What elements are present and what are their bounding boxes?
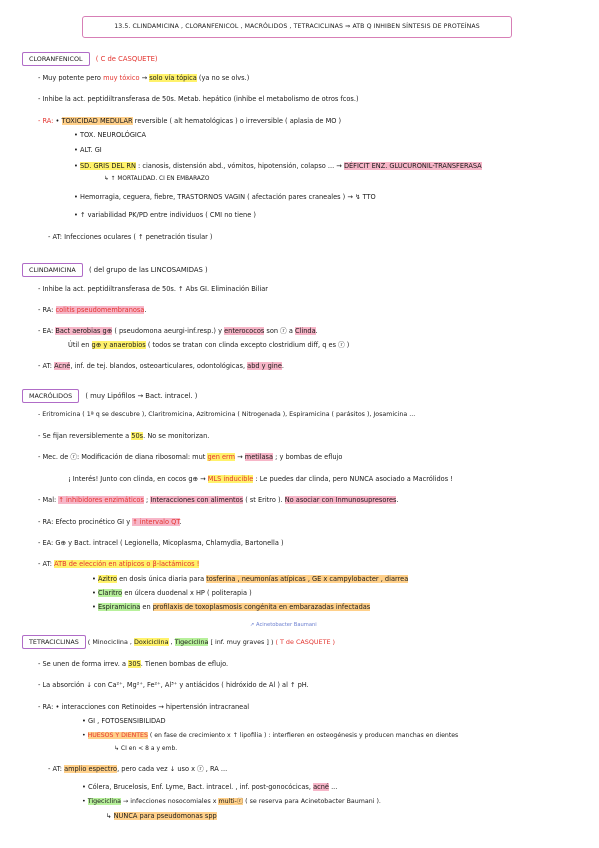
highlight: Acné — [54, 362, 71, 370]
text: . Tienen bombas de eflujo. — [140, 660, 229, 668]
text: , — [168, 638, 175, 646]
text: son ⓡ a — [264, 327, 295, 335]
highlight: acné — [313, 783, 329, 791]
highlight: Tigeciclina — [174, 638, 209, 646]
highlight: tosferina , neumonías atípicas , GE x campylobacter , diarrea — [206, 575, 409, 583]
text: ; — [143, 496, 151, 504]
text: ¡ Interés! Junto con clinda, en cocos g⊕ → — [68, 475, 208, 483]
highlight: solo vía tópica — [149, 74, 197, 82]
highlight: abd y gine — [247, 362, 282, 370]
text: ( se reserva para Acinetobacter Baumani ). — [243, 798, 381, 805]
text: - Se fijan reversiblemente a — [38, 432, 132, 440]
note-line: - Eritromicina ( 1ª q se descubre ), Claritromicina, Azitromicina ( Nitrogenada ), Espiramicina ( parásitos ), Josamicina ... — [38, 411, 416, 418]
section-heading: MACRÓLIDOS — [22, 389, 79, 403]
highlight: colitis pseudomembranosa — [55, 306, 145, 314]
text: • — [92, 589, 98, 597]
section-subtitle: ( muy Lipófilos → Bact. intracel. ) — [85, 392, 198, 400]
note-line — [38, 116, 341, 126]
highlight: Espiramicina — [98, 603, 141, 611]
section-subtitle: ( del grupo de las LINCOSAMIDAS ) — [88, 266, 208, 274]
text: - Se unen de forma irrev. a — [38, 660, 129, 668]
highlight: metilasa — [244, 453, 274, 461]
note-line — [38, 495, 399, 505]
highlight: ATB de elección en atípicos o β-lactámicos ! — [54, 560, 200, 568]
text: en dosis única diaria para — [117, 575, 207, 583]
text: ( st Eritro ). — [243, 496, 285, 504]
note-line — [38, 517, 182, 527]
section-heading-row — [22, 635, 335, 649]
highlight: TOXICIDAD MEDULAR — [61, 117, 133, 125]
highlight: Tigeciclina — [87, 798, 122, 805]
text: ... — [328, 783, 338, 791]
text: • — [92, 603, 98, 611]
label: - RA: — [38, 117, 54, 125]
highlight: Clinda — [294, 327, 316, 335]
section-heading-row — [22, 389, 197, 403]
note-line — [92, 602, 370, 612]
highlight: No asociar con Inmunosupresores — [284, 496, 397, 504]
text: - Mec. de ⓡ: Modificación de diana ribosomal: mut — [38, 453, 208, 461]
text: (ya no se olvs.) — [196, 74, 250, 82]
note-line — [82, 731, 458, 741]
text: - EA: — [38, 327, 56, 335]
note-line: - RA: • interacciones con Retinoides → hipertensión intracraneal — [38, 703, 250, 711]
text: - AT: — [38, 362, 55, 370]
note-line — [38, 659, 228, 669]
note-line: ↳ ↑ MORTALIDAD. CI EN EMBARAZO — [104, 176, 210, 182]
highlight: gen erm — [207, 453, 236, 461]
note-line: • ↑ variabilidad PK/PD entre individuos ( CMI no tiene ) — [74, 211, 256, 219]
text: , inf. de tej. blandos, osteoarticulares, odontológicas, — [70, 362, 248, 370]
text: en úlcera duodenal x HP ( politerapia ) — [122, 589, 252, 597]
note-line — [92, 588, 252, 598]
highlight: Bact aerobias g⊕ — [55, 327, 113, 335]
section-heading: CLORANFENICOL — [22, 52, 90, 66]
text: • — [82, 732, 88, 739]
text: • — [74, 162, 80, 170]
note-line — [68, 340, 349, 350]
note-line — [92, 574, 408, 584]
text: . — [179, 518, 182, 526]
text: → infecciones nosocomiales x — [121, 798, 219, 805]
note-line — [48, 764, 227, 774]
text: → — [139, 74, 150, 82]
text: : Le puedes dar clinda, pero NUNCA asociado a Macrólidos ! — [253, 475, 453, 483]
note-line: - EA: G⊕ y Bact. intracel ( Legionella, Micoplasma, Chlamydia, Bartonella ) — [38, 539, 284, 547]
note-line — [38, 305, 147, 315]
note-line: • GI , FOTOSENSIBILIDAD — [82, 717, 166, 725]
text: ↳ — [106, 812, 114, 820]
note-line — [38, 559, 199, 569]
highlight: NUNCA para pseudomonas spp — [113, 812, 217, 820]
note-line — [68, 474, 453, 484]
note-line: - La absorción ↓ con Ca²⁺, Mg²⁺, Fe²⁺, Al³⁺ y antiácidos ( hidróxido de Al ) al ↑ pH. — [38, 681, 309, 689]
highlight: 50s — [131, 432, 144, 440]
text: - Mal: — [38, 496, 59, 504]
note-line — [82, 797, 381, 807]
text: - AT: — [38, 560, 55, 568]
text: ( todos se tratan con clinda excepto clostridium diff, q es ⓡ ) — [145, 341, 350, 349]
highlight: Doxiciclina — [134, 638, 169, 646]
text: • Cólera, Brucelosis, Enf. Lyme, Bact. intracel. , inf. post-gonocócicas, — [82, 783, 314, 791]
highlight: multi-ⓡ — [218, 798, 244, 805]
text: ( pseudomona aeurgi-inf.resp.) y — [112, 327, 225, 335]
note-line: • Hemorragia, ceguera, fiebre, TRASTORNOS VAGIN ( afectación pares craneales ) → ↯ TTO — [74, 193, 376, 201]
highlight: ↑ inhibidores enzimáticos — [58, 496, 144, 504]
note-line — [106, 811, 217, 821]
highlight: Interacciones con alimentos — [150, 496, 244, 504]
annotation-note: ↗ Acinetobacter Baumani — [250, 622, 317, 628]
note-line — [38, 452, 342, 462]
section-subtitle: ( T de CASQUETE ) — [275, 638, 336, 646]
text: - RA: Efecto procinético GI y — [38, 518, 133, 526]
highlight: 30S — [128, 660, 141, 668]
note-line: ↳ CI en < 8 a y emb. — [114, 745, 178, 752]
section-heading-row — [22, 263, 208, 277]
note-line — [38, 73, 249, 83]
section-heading-row — [22, 52, 158, 66]
text: , pero cada vez ↓ uso x ⓡ , RA ... — [117, 765, 228, 773]
highlight: HUESOS Y DIENTES — [87, 732, 148, 739]
text: en — [140, 603, 153, 611]
text: ; y bombas de eflujo — [273, 453, 343, 461]
section-subtitle: ( C de CASQUETE) — [95, 55, 158, 63]
highlight: SD. GRIS DEL RN — [80, 162, 136, 170]
note-line — [38, 431, 209, 441]
text: . — [315, 327, 318, 335]
text: [ inf. muy graves ] ) — [208, 638, 276, 646]
text: - Muy potente pero — [38, 74, 104, 82]
note-line: - Inhibe la act. peptidiltransferasa de 50s. ↑ Abs GI. Eliminación Biliar — [38, 285, 268, 293]
text: - AT: — [48, 765, 65, 773]
note-line — [74, 161, 482, 171]
note-line — [82, 782, 337, 792]
note-line: - AT: Infecciones oculares ( ↑ penetración tisular ) — [48, 233, 213, 241]
text: . — [281, 362, 285, 370]
highlight: profilaxis de toxoplasmosis congénita en embarazadas infectadas — [152, 603, 371, 611]
text: → — [235, 453, 245, 461]
text: • — [55, 117, 62, 125]
text: Útil en — [68, 341, 92, 349]
text: . — [144, 306, 147, 314]
highlight: Claritro — [98, 589, 123, 597]
text: muy tóxico — [103, 74, 140, 82]
text: . — [396, 496, 399, 504]
highlight: g⊕ y anaerobios — [91, 341, 146, 349]
note-line — [38, 361, 284, 371]
highlight: Azitro — [98, 575, 117, 583]
text: . No se monitorizan. — [143, 432, 210, 440]
note-line — [38, 326, 318, 336]
text: • — [82, 798, 88, 805]
text: ( Minociclina , — [87, 638, 134, 646]
section-heading: CLINDAMICINA — [22, 263, 83, 277]
highlight: amplio espectro — [64, 765, 118, 773]
highlight: MLS inducible — [207, 475, 254, 483]
text: • — [92, 575, 98, 583]
note-line: • TOX. NEUROLÓGICA — [74, 131, 146, 139]
section-heading: TETRACICLINAS — [22, 635, 86, 649]
text: : cianosis, distensión abd., vómitos, hipotensión, colapso ... → — [135, 162, 344, 170]
note-line: - Inhibe la act. peptidiltransferasa de 50s. Metab. hepático (inhibe el metabolismo de otros fcos.) — [38, 95, 359, 103]
text: ( en fase de crecimiento x ↑ lipofilia ) : interfieren en osteogénesis y producen manchas en dientes — [147, 732, 459, 739]
page-title: 13.5. CLINDAMICINA , CLORANFENICOL , MACRÓLIDOS , TETRACICLINAS ⇒ ATB Q INHIBEN SÍNTESIS DE PROTEÍNAS — [82, 16, 512, 38]
text: - RA: — [38, 306, 56, 314]
note-line: • ALT. GI — [74, 146, 102, 154]
highlight: enterococos — [224, 327, 265, 335]
text: reversible ( alt hematológicas ) o irreversible ( aplasia de MO ) — [132, 117, 342, 125]
highlight: ↑ intervalo QT — [132, 518, 180, 526]
highlight: DÉFICIT ENZ. GLUCURONIL-TRANSFERASA — [343, 162, 482, 170]
